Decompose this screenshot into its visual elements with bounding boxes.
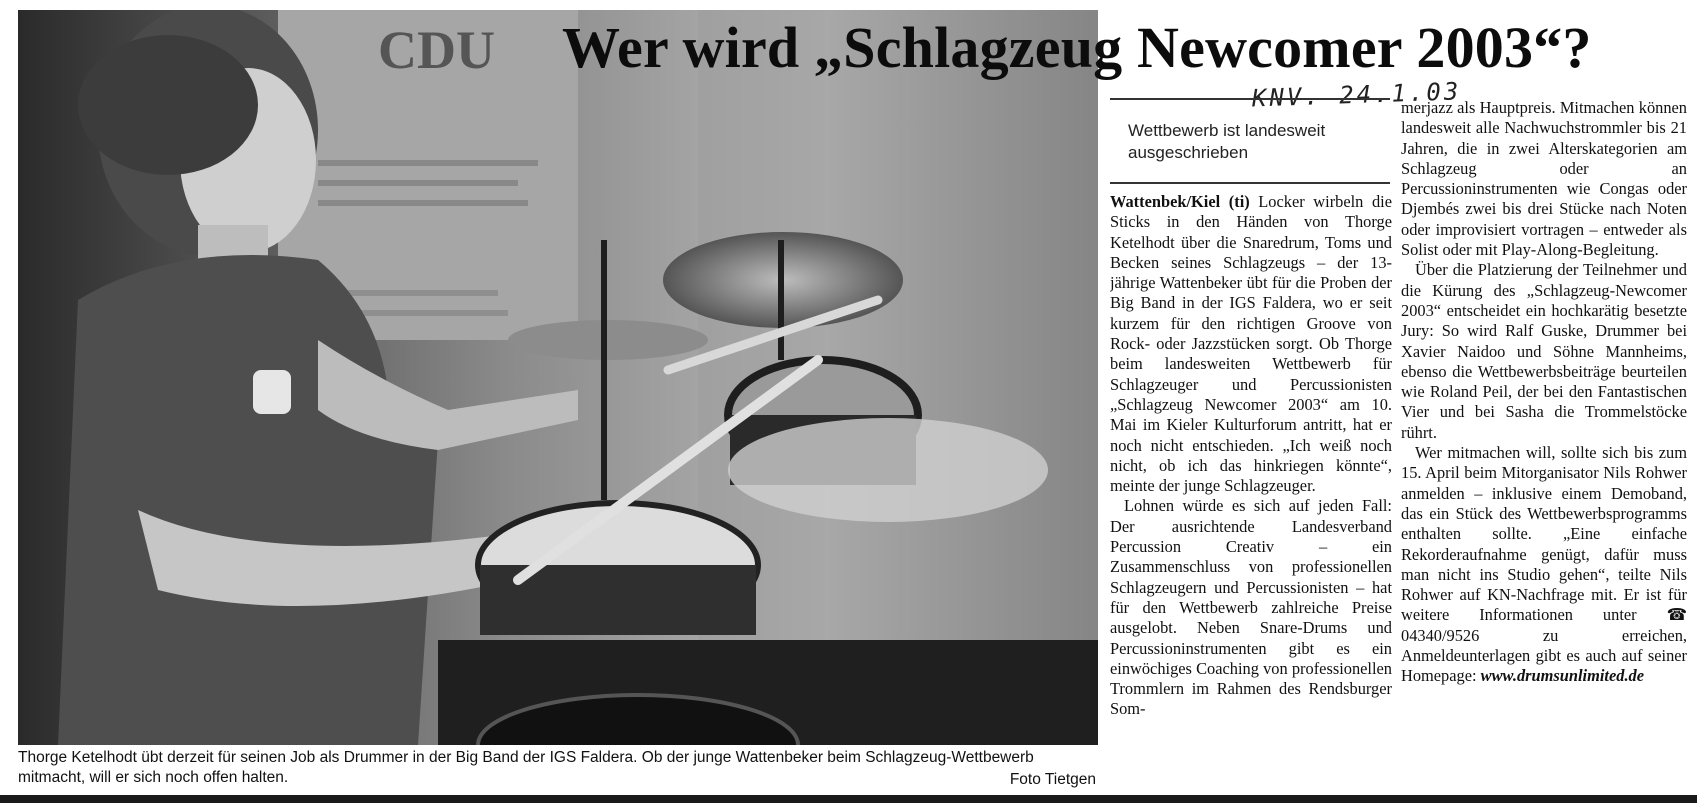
article-photo	[18, 10, 1098, 745]
dateline: Wattenbek/Kiel (ti)	[1110, 192, 1250, 211]
article-paragraph	[1401, 443, 1687, 687]
homepage-link[interactable]: www.drumsunlimited.de	[1480, 666, 1645, 686]
article-paragraph: Über die Platzierung der Teilnehmer und die Kürung des „Schlagzeug-Newcomer 2003“ entscheidet ein hochkarätig besetzte Jury: So wird Ralf Guske, Drummer bei Xavier Naidoo und Söhne Mannheims, ebenso die Wettbewerbsbeiträge beurteilen wie Roland Peil, der bei den Fantastischen Vier und bei Sasha die Trommelstöcke rührt.	[1401, 260, 1687, 442]
subheadline: Wettbewerb ist landesweit ausgeschrieben	[1128, 121, 1326, 162]
headline: Wer wird „Schlagzeug Newcomer 2003“?	[562, 15, 1592, 80]
article-column-right	[1401, 98, 1687, 792]
article-column-left	[1110, 192, 1392, 792]
article-paragraph: Lohnen würde es sich auf jeden Fall: Der ausrichtende Landesverband Percussion Creativ – ein Zusammenschluss von professionellen Schlagzeugern und Percussionisten – hat für den Wettbewerb zahlreiche Preise ausgelobt. Neben Snare-Drums und Percussioninstrumenten gibt es ein einwöchiges Coaching von professionellen Trommlern im Rahmen des Rendsburger Som-	[1110, 496, 1392, 719]
paragraph-text: Locker wirbeln die Sticks in den Händen von Thorge Ketelhodt über die Snaredrum, Toms und Becken seines Schlagzeugs – der 13-jährige Wattenbeker übt für die Proben der Big Band in der IGS Faldera, wo er seit kurzem für den richtigen Groove von Rock- oder Jazzstücken sorgt. Ob Thorge beim landesweiten Wettbewerb für Schlagzeuger und Percussionisten „Schlagzeug Newcomer 2003“ am 10. Mai im Kieler Kulturforum antritt, hat er noch nicht entschieden. „Ich weiß noch nicht, ob ich das hinkriegen könnte“, meinte der junge Schlagzeuger.	[1110, 192, 1392, 496]
photo-caption	[18, 748, 1098, 792]
drummer-photo	[18, 10, 1098, 745]
caption-text: Thorge Ketelhodt übt derzeit für seinen Job als Drummer in der Big Band der IGS Faldera. Ob der junge Wattenbeker beim Schlagzeug-Wettbewerb mitmacht, will er sich noch offen halten.	[18, 749, 1034, 786]
handwritten-date-note: KNV. 24.1.03	[1251, 77, 1462, 113]
article-paragraph	[1110, 192, 1392, 496]
subheadline-box	[1110, 98, 1390, 184]
photo-credit: Foto Tietgen	[1009, 771, 1096, 788]
hihat-cymbal	[508, 320, 708, 360]
poster-text: CDU	[378, 20, 495, 80]
bottom-rule	[0, 795, 1697, 803]
crash-cymbal	[728, 418, 1048, 522]
paragraph-text: Wer mitmachen will, sollte sich bis zum 15. April beim Mitorganisator Nils Rohwer anmelden – inklusive einem Demoband, das ein Stück des Wettbewerbsprogramms enthalten sollte. „Eine einfache Rekorderaufnahme genügt, dafür muss man nicht ins Studio gehen“, teilte Nils Rohwer auf KN-Nachfrage mit. Er ist für weitere Informationen unter ☎ 04340/9526 zu erreichen, Anmeldeunterlagen gibt es auch auf seiner Homepage:	[1401, 443, 1687, 686]
article-paragraph: merjazz als Hauptpreis. Mitmachen können landesweit alle Nachwuchstrommler bis 21 Jahren, die in zwei Alterskategorien am Schlagzeug oder an Percussioninstrumenten wie Congas oder Djembés zwei bis drei Stücke nach Noten oder improvisiert vortragen – entweder als Solist oder mit Play-Along-Begleitung.	[1401, 98, 1687, 260]
